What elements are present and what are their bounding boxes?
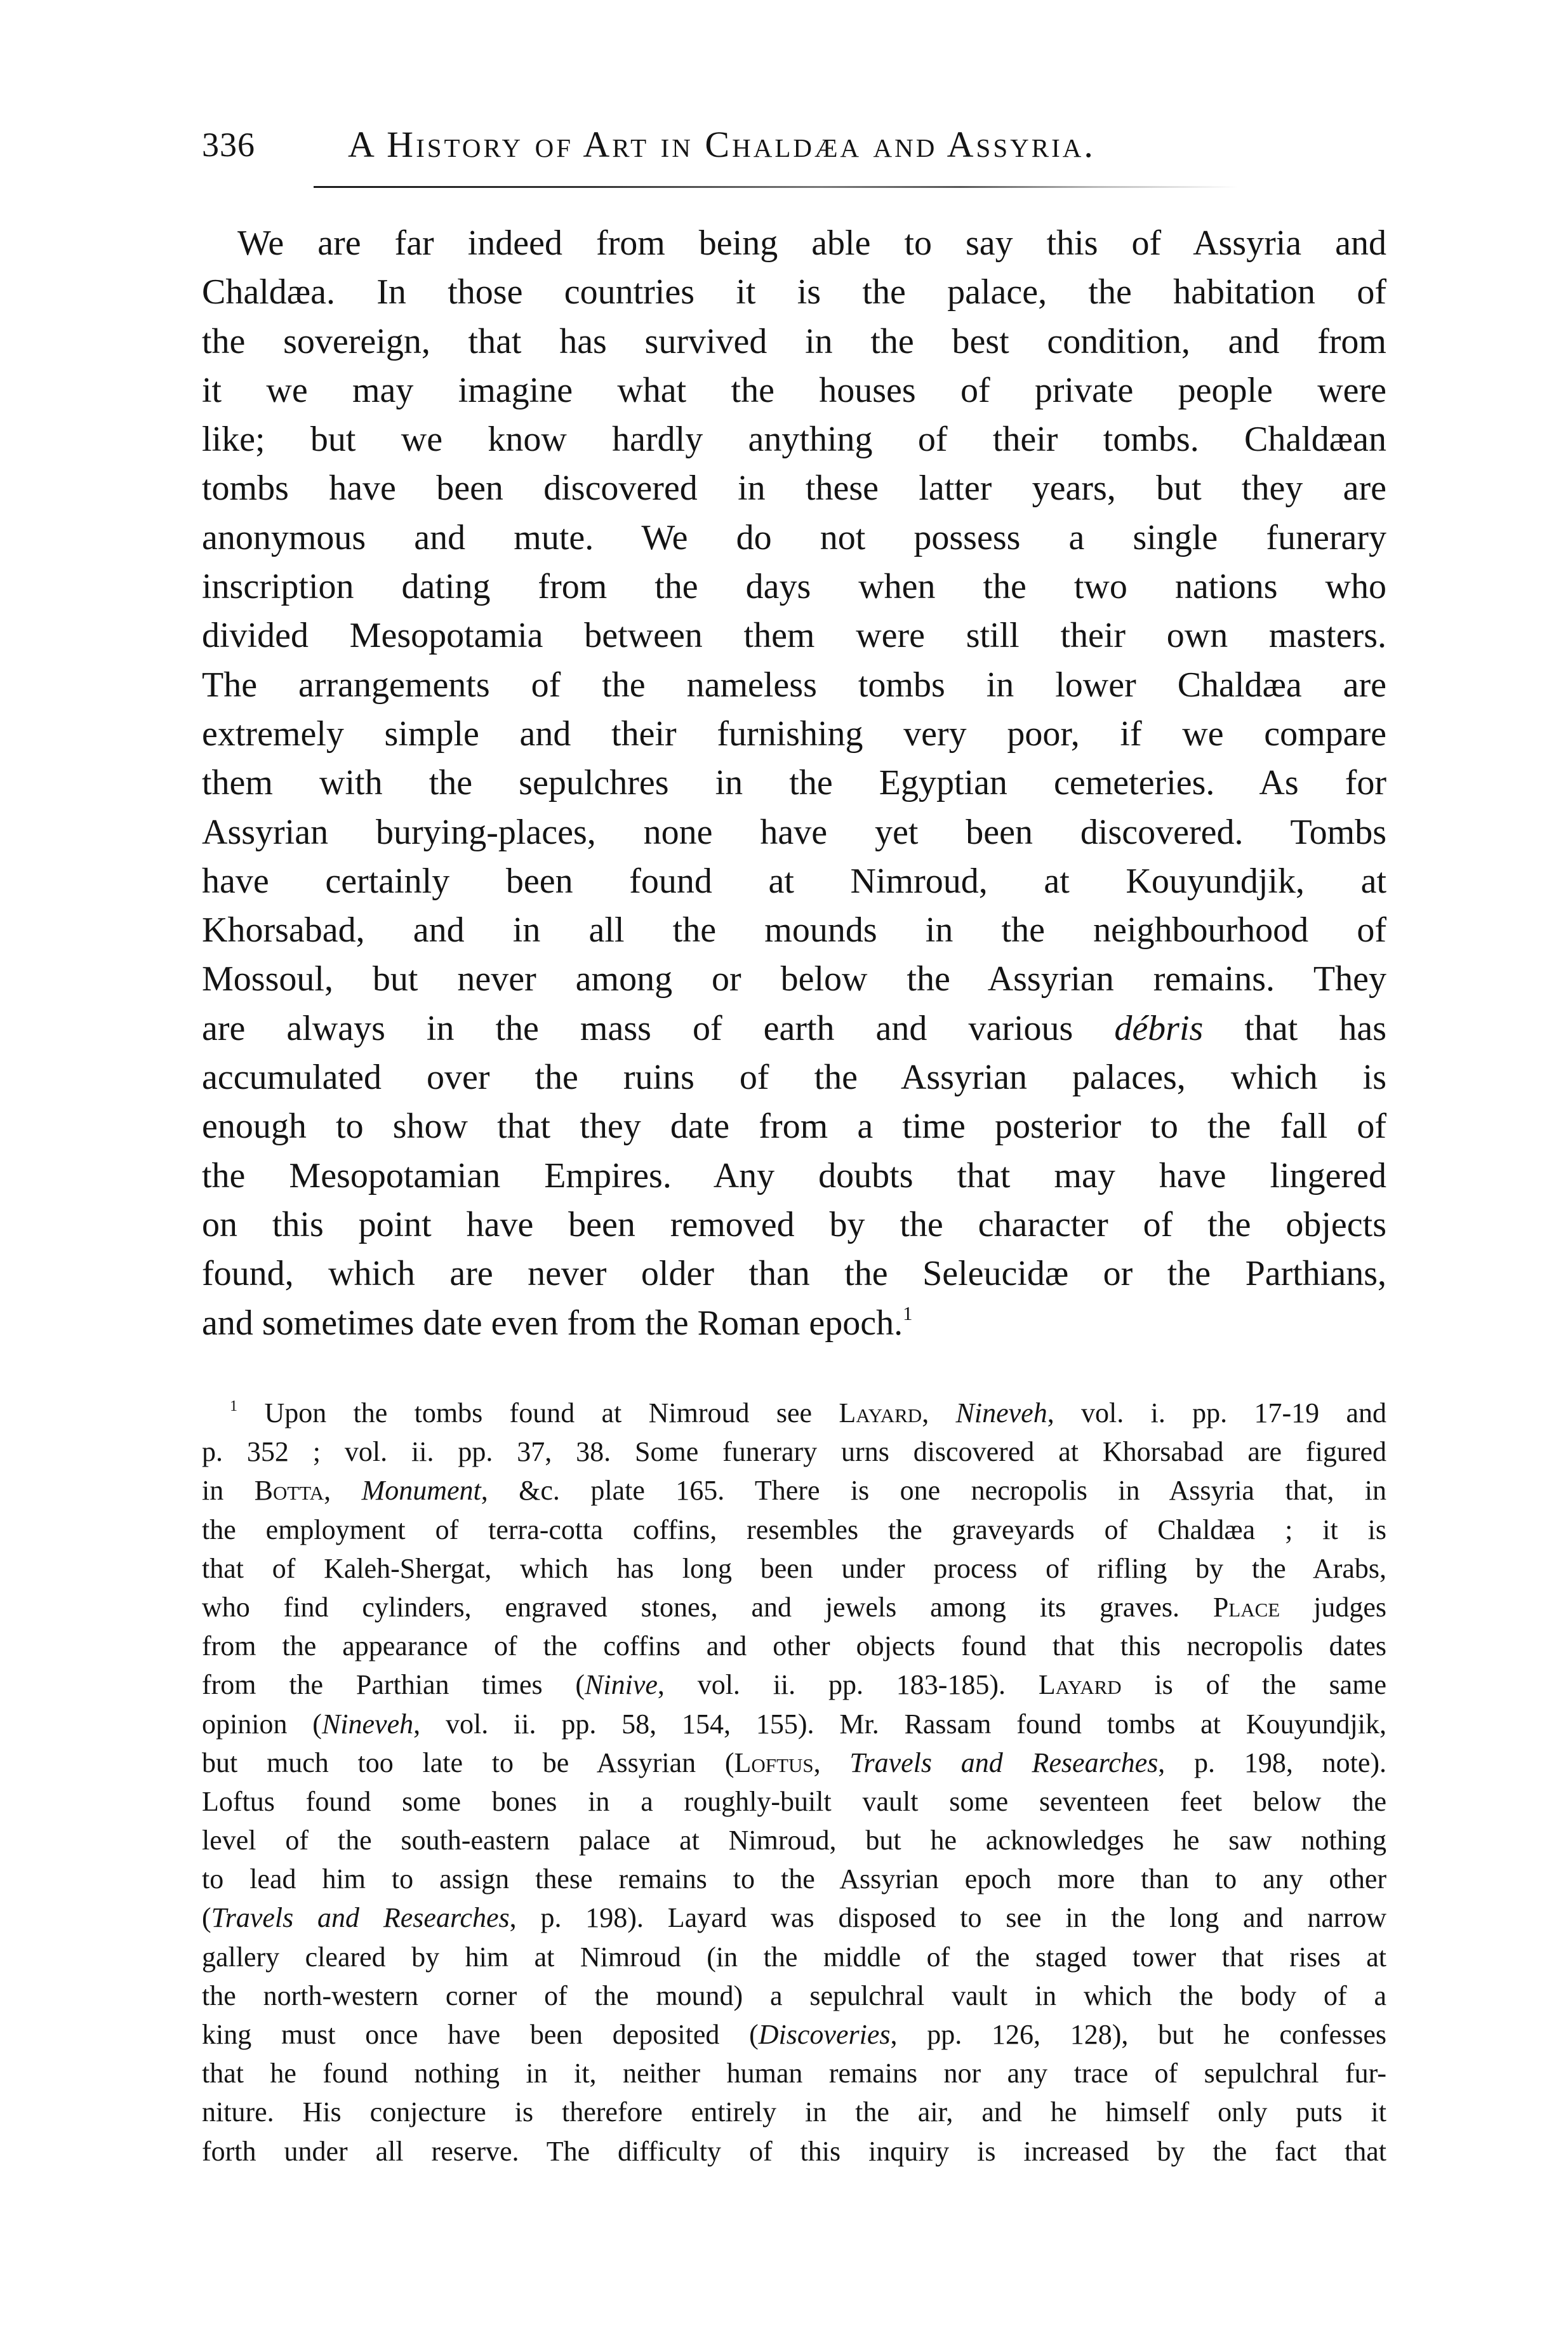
text-segment: that has: [1244, 1008, 1387, 1048]
text-line: have certainly been found at Nimroud, at Kouyundjik, at: [202, 861, 1386, 901]
footnote-line: [202, 1782, 1386, 1821]
text-segment: gallery cleared by him at Nimroud (in the middle of the staged tower that rises at: [202, 1941, 1386, 1973]
text-line: We are far indeed from being able to say this of Assyria and: [237, 223, 1386, 263]
text-line: Assyrian burying-places, none have yet been discovered. Tombs: [202, 812, 1386, 852]
text-segment: the employment of terra-cotta coffins, resembles the graveyards of Chaldæa ; it is: [202, 1514, 1386, 1545]
text-line: them with the sepulchres in the Egyptian cemeteries. As for: [202, 763, 1386, 803]
running-title: A History of Art in Chaldæa and Assyria.: [348, 124, 1096, 165]
text-line: on this point have been removed by the character of the objects: [202, 1204, 1386, 1244]
text-line: divided Mesopotamia between them were still their own masters.: [202, 616, 1386, 656]
footnote-line: [202, 1588, 1386, 1627]
text-segment: niture. His conjecture is therefore entirely in the air, and he himself only puts it: [202, 2096, 1386, 2128]
author-name: Place: [1213, 1591, 1280, 1623]
text-segment: but much too late to be Assyrian (: [202, 1747, 734, 1778]
text-line: Chaldæa. In those countries it is the palace, the habitation of: [202, 272, 1386, 312]
footnote-block: [202, 1394, 1386, 2171]
text-line: extremely simple and their furnishing very poor, if we compare: [202, 714, 1386, 754]
footnote-line: [202, 2093, 1386, 2131]
text-segment: (: [202, 1902, 211, 1934]
footnote-line: [202, 2054, 1386, 2093]
footnote-reference[interactable]: 1: [903, 1302, 913, 1324]
text-line: Mossoul, but never among or below the Assyrian remains. They: [202, 959, 1386, 999]
footnote-line: [202, 2015, 1386, 2054]
text-segment: forth under all reserve. The difficulty of this inquiry is increased by the fact that: [202, 2135, 1386, 2167]
text-segment: from the Parthian times (: [202, 1669, 585, 1701]
text-line: Khorsabad, and in all the mounds in the neighbourhood of: [202, 910, 1386, 950]
footnote-line: [202, 1394, 1386, 1432]
text-line: found, which are never older than the Seleucidæ or the Parthians,: [202, 1254, 1386, 1294]
text-line: tombs have been discovered in these latter years, but they are: [202, 469, 1386, 509]
italic-title: Travels and Researches: [211, 1902, 510, 1934]
italic-word: débris: [1114, 1008, 1204, 1048]
text-line: [202, 1299, 1386, 1348]
text-segment: , p. 198, note).: [1158, 1747, 1386, 1778]
text-segment: p. 352 ; vol. ii. pp. 37, 38. Some funerary urns discovered at Khorsabad are figured: [202, 1436, 1386, 1468]
text-line: inscription dating from the days when the two nations who: [202, 567, 1386, 607]
footnote-line: [202, 1549, 1386, 1588]
text-segment: , p. 198). Layard was disposed to see in the long and narrow: [509, 1902, 1386, 1934]
text-segment: opinion (: [202, 1708, 322, 1740]
text-segment: , vol. i. pp. 17-19 and: [1047, 1397, 1387, 1428]
footnote-marker: 1: [230, 1397, 238, 1415]
text-line: anonymous and mute. We do not possess a single funerary: [202, 517, 1386, 557]
running-head: [202, 119, 1281, 170]
text-segment: the north-western corner of the mound) a sepulchral vault in which the body of a: [202, 1980, 1386, 2011]
footnote-line: [202, 1510, 1386, 1549]
text-segment: , vol. ii. pp. 183-185).: [657, 1669, 1039, 1701]
text-segment: level of the south-eastern palace at Nimroud, but he acknowledges he saw nothing: [202, 1825, 1386, 1856]
footnote-line: [202, 1665, 1386, 1704]
italic-title: Nineveh: [955, 1397, 1047, 1428]
text-segment: judges: [1280, 1591, 1386, 1623]
text-line: The arrangements of the nameless tombs in lower Chaldæa are: [202, 665, 1386, 705]
italic-title: Monument: [361, 1475, 481, 1507]
footnote-line: [202, 2132, 1386, 2171]
italic-title: Nineveh: [321, 1708, 414, 1740]
text-line: [202, 1004, 1386, 1053]
text-line: the Mesopotamian Empires. Any doubts that may have lingered: [202, 1155, 1386, 1195]
italic-title: Discoveries: [758, 2019, 891, 2050]
author-name: Botta: [254, 1475, 324, 1507]
italic-title: Travels and Researches: [849, 1747, 1159, 1778]
text-segment: are always in the mass of earth and various: [202, 1008, 1073, 1048]
footnote-line: [202, 1898, 1386, 1937]
author-name: Loftus: [734, 1747, 814, 1778]
footnote-line: [202, 1743, 1386, 1782]
text-line: accumulated over the ruins of the Assyrian palaces, which is: [202, 1058, 1386, 1098]
footnote-line: [202, 1471, 1386, 1510]
footnote-line: [202, 1860, 1386, 1898]
text-segment: is of the same: [1121, 1669, 1386, 1701]
text-segment: to lead him to assign these remains to the Assyrian epoch more than to any other: [202, 1863, 1386, 1895]
text-segment: ,: [324, 1475, 362, 1507]
text-line: enough to show that they date from a time posterior to the fall of: [202, 1107, 1386, 1147]
text-segment: king must once have been deposited (: [202, 2019, 759, 2050]
text-segment: , vol. ii. pp. 58, 154, 155). Mr. Rassam found tombs at Kouyundjik,: [413, 1708, 1386, 1740]
text-segment: , &c. plate 165. There is one necropolis in Assyria that, in: [481, 1475, 1386, 1507]
text-segment: ,: [813, 1747, 850, 1778]
text-segment: and sometimes date even from the Roman epoch.: [202, 1303, 903, 1343]
text-segment: , pp. 126, 128), but he confesses: [890, 2019, 1386, 2050]
footnote-line: [202, 1432, 1386, 1471]
text-segment: ,: [922, 1397, 956, 1428]
author-name: Layard: [1038, 1669, 1122, 1701]
text-segment: Upon the tombs found at Nimroud see: [264, 1397, 839, 1428]
footnote-line: [202, 1821, 1386, 1860]
page-number: 336: [202, 126, 255, 164]
footnote-line: [202, 1976, 1386, 2015]
text-line: the sovereign, that has survived in the best condition, and from: [202, 321, 1386, 361]
text-segment: that of Kaleh-Shergat, which has long been under process of rifling by the Arabs,: [202, 1552, 1386, 1584]
author-name: Layard: [839, 1397, 922, 1428]
footnote-line: [202, 1627, 1386, 1665]
text-segment: that he found nothing in it, neither human remains nor any trace of sepulchral fur-: [202, 2058, 1386, 2089]
footnote-line: [202, 1938, 1386, 1976]
italic-title: Ninive: [585, 1669, 658, 1701]
header-rule: [314, 186, 1238, 188]
text-segment: in: [202, 1475, 255, 1507]
text-segment: from the appearance of the coffins and other objects found that this necropolis dates: [202, 1630, 1386, 1662]
footnote-line: [202, 1705, 1386, 1743]
text-line: like; but we know hardly anything of their tombs. Chaldæan: [202, 420, 1386, 460]
text-segment: Loftus found some bones in a roughly-built vault some seventeen feet below the: [202, 1785, 1386, 1817]
text-segment: who find cylinders, engraved stones, and jewels among its graves.: [202, 1591, 1213, 1623]
text-line: it we may imagine what the houses of private people were: [202, 370, 1386, 410]
main-paragraph: [202, 219, 1386, 1348]
